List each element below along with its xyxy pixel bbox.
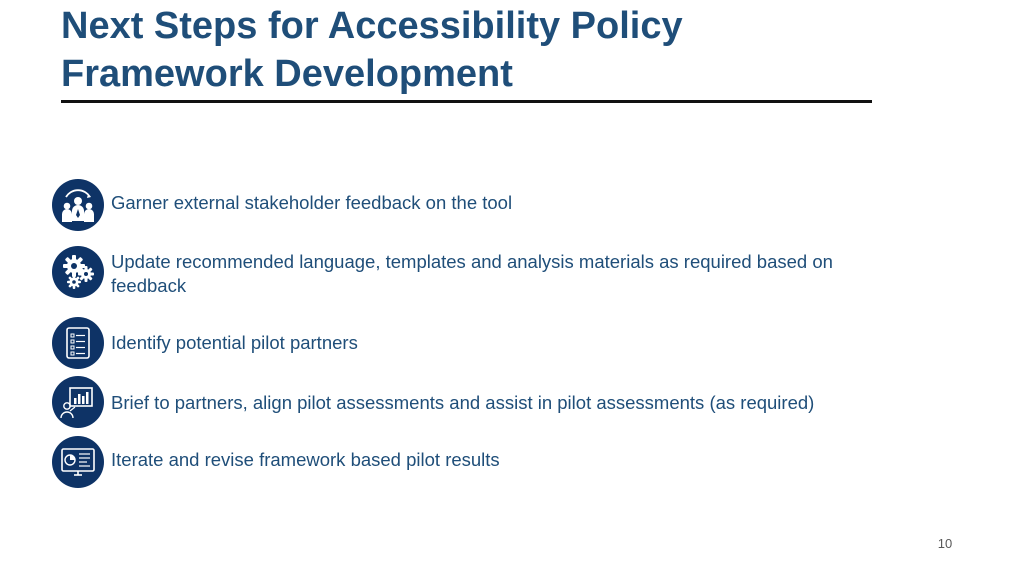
title-underline (61, 100, 872, 103)
presentation-chart-icon (52, 376, 104, 428)
team-people-icon (52, 179, 104, 231)
gears-icon (52, 246, 104, 298)
page-number: 10 (937, 536, 953, 551)
step-text-1: Garner external stakeholder feedback on the tool (111, 192, 513, 213)
step-text-4: Brief to partners, align pilot assessments and assist in pilot assessments (as required) (111, 392, 815, 413)
step-text-5: Iterate and revise framework based pilot results (111, 449, 500, 470)
step-text-3: Identify potential pilot partners (111, 332, 358, 353)
step-text-2: Update recommended language, templates and analysis materials as required based on feedback (111, 251, 833, 296)
checklist-document-icon (52, 317, 104, 369)
slide-title: Next Steps for Accessibility Policy Framework Development (61, 5, 683, 95)
analytics-monitor-icon (52, 436, 104, 488)
